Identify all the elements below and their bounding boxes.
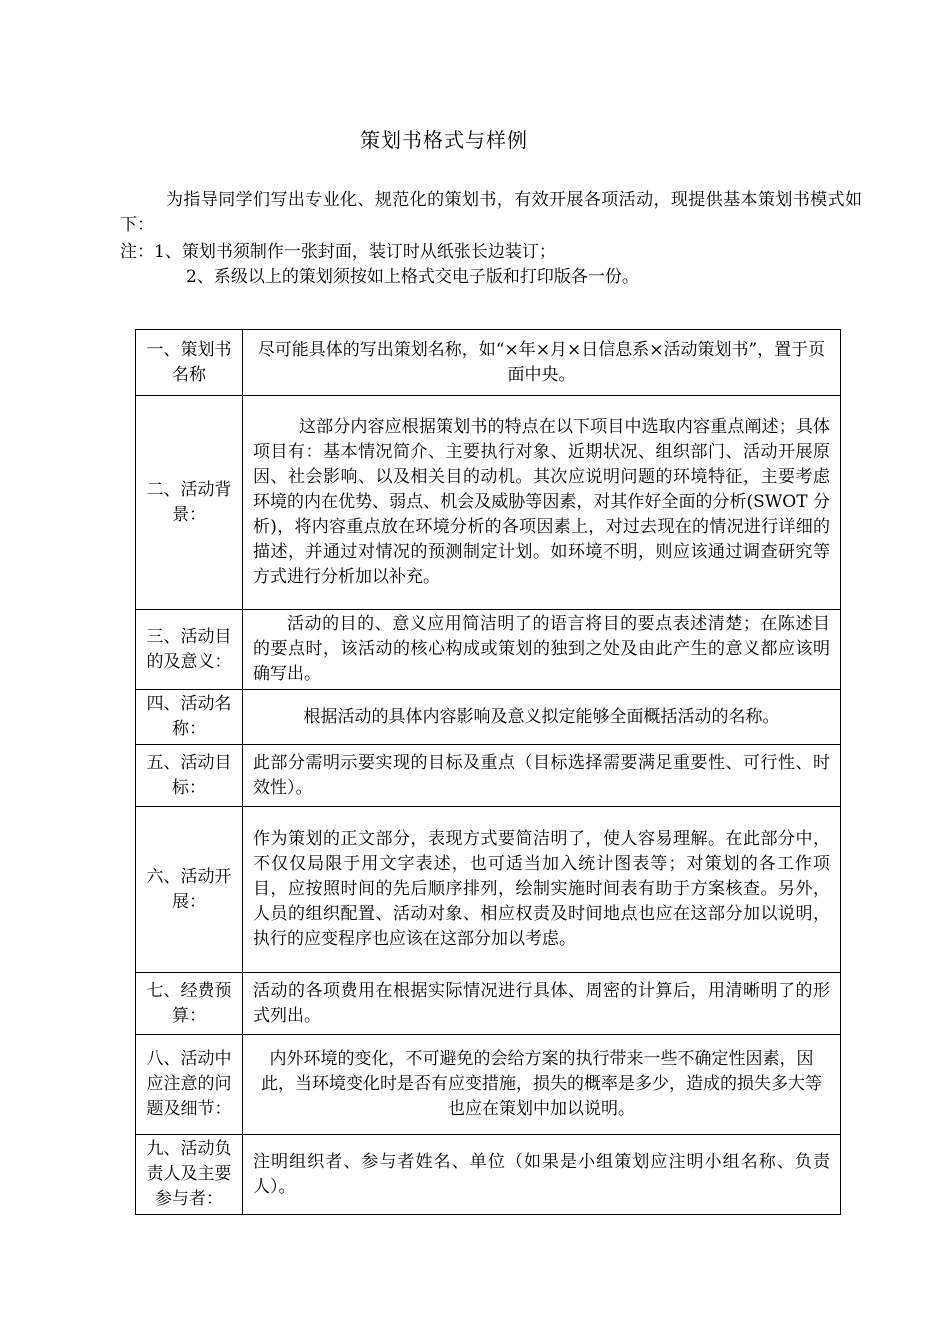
row-label: 七、经费预算：	[136, 973, 243, 1035]
row-content: 活动的各项费用在根据实际情况进行具体、周密的计算后，用清晰明了的形式列出。	[243, 973, 841, 1035]
note-2: 2、系级以上的策划须按如上格式交电子版和打印版各一份。	[186, 267, 639, 287]
note-1: 注：1、策划书须制作一张封面，装订时从纸张长边装订；	[120, 242, 556, 262]
row-label: 五、活动目标：	[136, 745, 243, 807]
row-content: 尽可能具体的写出策划名称，如“×年×月×日信息系×活动策划书”，置于页面中央。	[243, 330, 841, 396]
row-content: 活动的目的、意义应用简洁明了的语言将目的要点表述清楚；在陈述目的要点时，该活动的核心构成或策划的独到之处及由此产生的意义都应该明确写出。	[243, 610, 841, 690]
row-label: 六、活动开展：	[136, 807, 243, 973]
table-row	[136, 745, 841, 807]
row-content: 根据活动的具体内容影响及意义拟定能够全面概括活动的名称。	[243, 690, 841, 745]
table-row	[136, 330, 841, 396]
table-row	[136, 973, 841, 1035]
table-row	[136, 1135, 841, 1215]
table-row	[136, 1035, 841, 1135]
row-content: 这部分内容应根据策划书的特点在以下项目中选取内容重点阐述；具体项目有：基本情况简介、主要执行对象、近期状况、组织部门、活动开展原因、社会影响、以及相关目的动机。其次应说明问题的环境特征，主要考虑环境的内在优势、弱点、机会及威胁等因素，对其作好全面的分析(SWOT 分析)，将内容重点放在环境分析的各项因素上，对过去现在的情况进行详细的描述，并通过对情况的预测制定计划。如环境不明，则应该通过调查研究等方式进行分析加以补充。	[243, 396, 841, 610]
row-content: 注明组织者、参与者姓名、单位（如果是小组策划应注明小组名称、负责人）。	[243, 1135, 841, 1215]
row-content: 内外环境的变化，不可避免的会给方案的执行带来一些不确定性因素，因此，当环境变化时是否有应变措施，损失的概率是多少，造成的损失多大等也应在策划中加以说明。	[243, 1035, 841, 1135]
plan-format-table	[135, 329, 841, 1215]
document-title: 策划书格式与样例	[360, 128, 528, 152]
table-row	[136, 690, 841, 745]
row-content: 此部分需明示要实现的目标及重点（目标选择需要满足重要性、可行性、时效性）。	[243, 745, 841, 807]
row-label: 四、活动名称：	[136, 690, 243, 745]
row-label: 一、策划书名称	[136, 330, 243, 396]
intro-paragraph: 为指导同学们写出专业化、规范化的策划书，有效开展各项活动，现提供基本策划书模式如下：	[120, 190, 862, 235]
row-label: 九、活动负责人及主要参与者：	[136, 1135, 243, 1215]
table-row	[136, 610, 841, 690]
table-row	[136, 807, 841, 973]
row-label: 三、活动目的及意义：	[136, 610, 243, 690]
row-content: 作为策划的正文部分，表现方式要简洁明了，使人容易理解。在此部分中，不仅仅局限于用文字表述，也可适当加入统计图表等；对策划的各工作项目，应按照时间的先后顺序排列，绘制实施时间表有助于方案核查。另外，人员的组织配置、活动对象、相应权责及时间地点也应在这部分加以说明，执行的应变程序也应该在这部分加以考虑。	[243, 807, 841, 973]
row-label: 八、活动中应注意的问题及细节：	[136, 1035, 243, 1135]
table-row	[136, 396, 841, 610]
row-label: 二、活动背景：	[136, 396, 243, 610]
